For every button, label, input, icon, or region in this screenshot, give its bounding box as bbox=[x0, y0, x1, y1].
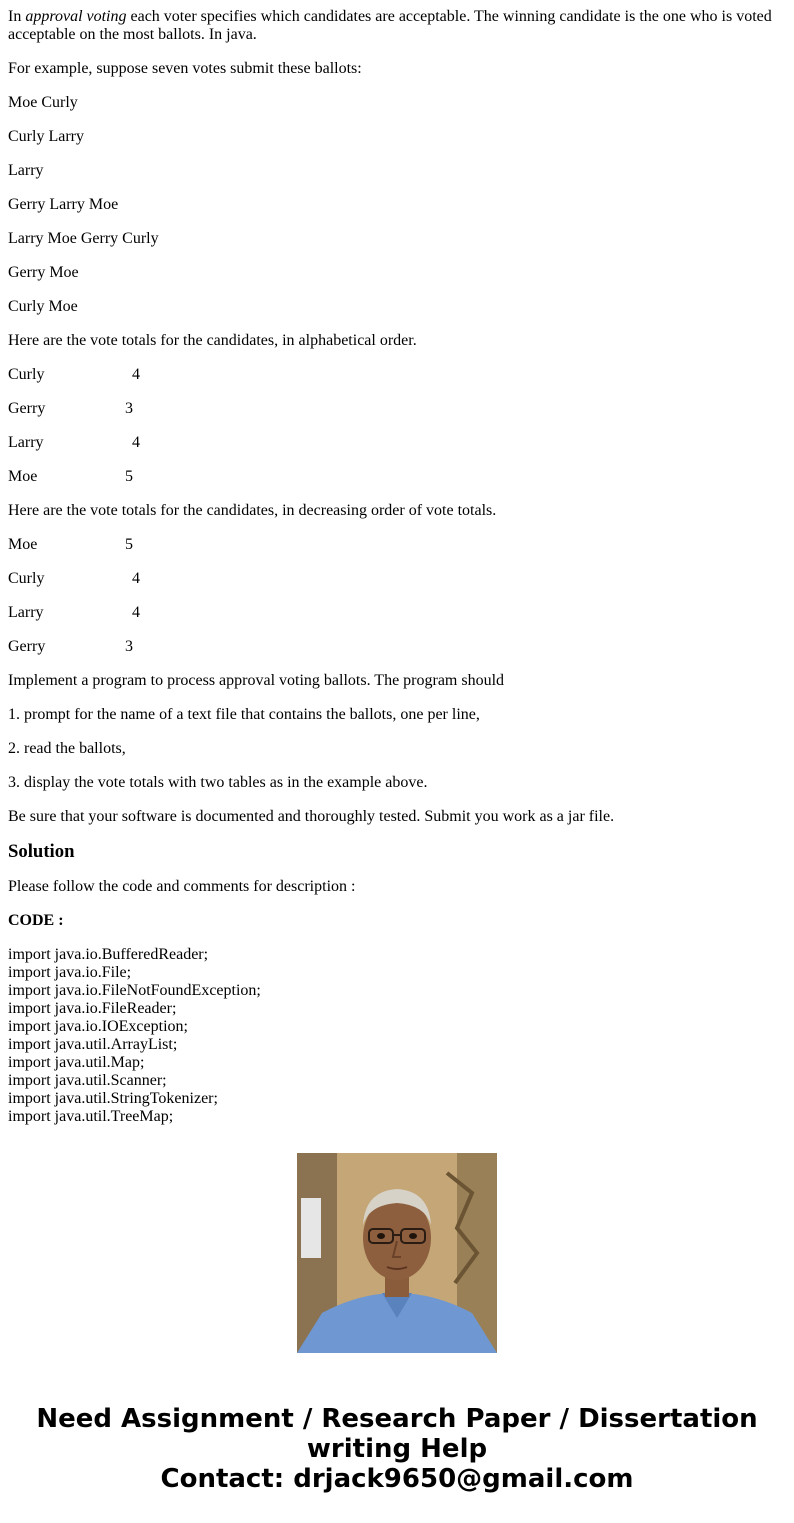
solution-intro: Please follow the code and comments for description : bbox=[8, 878, 356, 895]
alpha-total-row bbox=[8, 468, 786, 486]
task-intro: Implement a program to process approval voting ballots. The program should bbox=[8, 672, 505, 689]
code-label: CODE : bbox=[8, 912, 64, 929]
closing-paragraph: Be sure that your software is documented and thoroughly tested. Submit you work as a jar file. bbox=[8, 808, 615, 825]
desc-heading: Here are the vote totals for the candidates, in decreasing order of vote totals. bbox=[8, 502, 497, 519]
ballot-line: Curly Larry bbox=[8, 128, 84, 145]
example-intro: For example, suppose seven votes submit these ballots: bbox=[8, 60, 362, 77]
candidate-name: Moe bbox=[8, 536, 38, 553]
vote-count: 4 bbox=[132, 366, 140, 383]
alpha-heading: Here are the vote totals for the candidates, in alphabetical order. bbox=[8, 332, 417, 349]
tutor-avatar bbox=[297, 1153, 497, 1353]
task-step: 1. prompt for the name of a text file that contains the ballots, one per line, bbox=[8, 706, 480, 723]
candidate-name: Moe bbox=[8, 468, 38, 485]
intro-emphasis: approval voting bbox=[25, 8, 127, 25]
vote-count: 4 bbox=[132, 604, 140, 621]
alpha-total-row bbox=[8, 366, 786, 384]
ballot-line: Larry bbox=[8, 162, 44, 179]
task-step: 2. read the ballots, bbox=[8, 740, 126, 757]
promo-line: Need Assignment / Research Paper / Dissertation bbox=[36, 1404, 758, 1434]
candidate-name: Larry bbox=[8, 604, 44, 621]
desc-total-row bbox=[8, 638, 786, 656]
vote-count: 4 bbox=[132, 434, 140, 451]
code-line: import java.util.Map; bbox=[8, 1054, 145, 1071]
code-line: import java.io.FileReader; bbox=[8, 1000, 177, 1017]
code-line: import java.io.File; bbox=[8, 964, 132, 981]
intro-lead: In bbox=[8, 8, 26, 25]
code-block bbox=[8, 946, 786, 1125]
ballot-line: Moe Curly bbox=[8, 94, 78, 111]
solution-heading: Solution bbox=[8, 841, 75, 862]
vote-count: 5 bbox=[125, 468, 133, 485]
candidate-name: Curly bbox=[8, 570, 45, 587]
code-line: import java.util.Scanner; bbox=[8, 1072, 167, 1089]
desc-total-row bbox=[8, 570, 786, 588]
candidate-name: Gerry bbox=[8, 638, 46, 655]
code-line: import java.util.StringTokenizer; bbox=[8, 1090, 218, 1107]
candidate-name: Gerry bbox=[8, 400, 46, 417]
task-step: 3. display the vote totals with two tables as in the example above. bbox=[8, 774, 428, 791]
code-line: import java.io.IOException; bbox=[8, 1018, 188, 1035]
vote-count: 3 bbox=[125, 638, 133, 655]
intro-rest: each voter specifies which candidates are acceptable. The winning candidate is the one who is voted acceptable on the most ballots. In java. bbox=[8, 8, 772, 43]
promo-line: writing Help bbox=[306, 1434, 488, 1464]
ballot-line: Curly Moe bbox=[8, 298, 78, 315]
code-line: import java.io.BufferedReader; bbox=[8, 946, 209, 963]
desc-total-row bbox=[8, 536, 786, 554]
intro-paragraph bbox=[8, 8, 786, 44]
code-line: import java.util.ArrayList; bbox=[8, 1036, 178, 1053]
ballot-line: Gerry Moe bbox=[8, 264, 79, 281]
vote-count: 3 bbox=[125, 400, 133, 417]
promo-contact: Contact: drjack9650@gmail.com bbox=[160, 1464, 634, 1494]
question-content bbox=[8, 8, 786, 1125]
avatar-portrait bbox=[297, 1153, 497, 1353]
alpha-total-row bbox=[8, 434, 786, 452]
alpha-total-row bbox=[8, 400, 786, 418]
desc-total-row bbox=[8, 604, 786, 622]
candidate-name: Curly bbox=[8, 366, 45, 383]
code-line: import java.util.TreeMap; bbox=[8, 1108, 174, 1125]
candidate-name: Larry bbox=[8, 434, 44, 451]
vote-count: 5 bbox=[125, 536, 133, 553]
promo-banner bbox=[0, 1404, 794, 1494]
ballot-line: Larry Moe Gerry Curly bbox=[8, 230, 159, 247]
ballot-line: Gerry Larry Moe bbox=[8, 196, 119, 213]
vote-count: 4 bbox=[132, 570, 140, 587]
code-line: import java.io.FileNotFoundException; bbox=[8, 982, 261, 999]
